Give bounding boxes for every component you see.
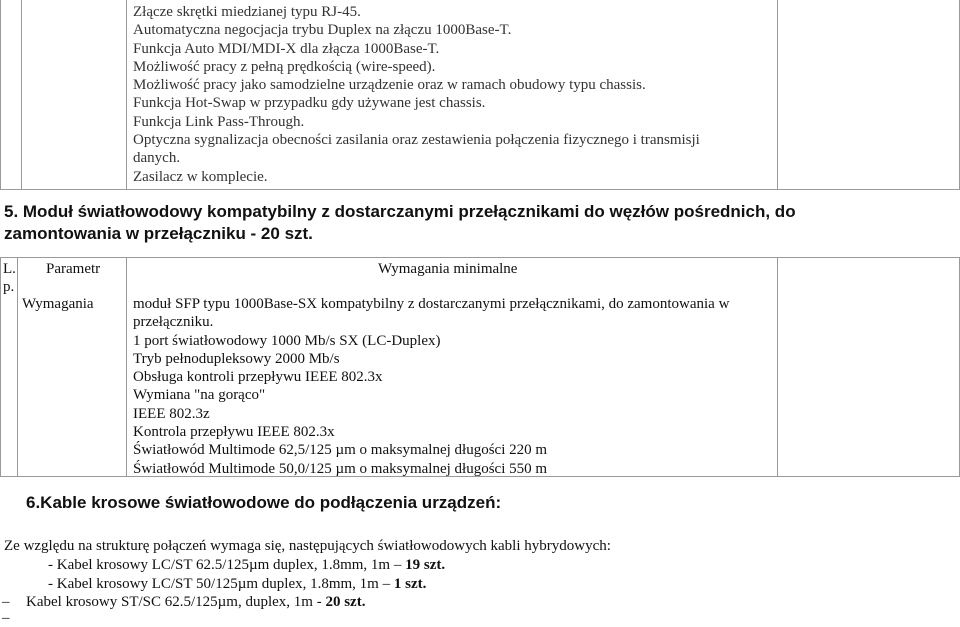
section-5-heading-line2: zamontowania w przełączniku - 20 szt. (4, 224, 313, 243)
cable-item-1-qty: 19 szt. (405, 557, 446, 573)
cable-item-3-dash: – (2, 594, 10, 610)
list-item: Zasilacz w komplecie. (133, 168, 268, 185)
cable-item-1 (48, 557, 445, 574)
list-item: Światłowód Multimode 62,5/125 µm o maksymalnej długości 220 m (133, 442, 548, 459)
list-item: Obsługa kontroli przepływu IEEE 802.3x (133, 369, 383, 386)
table-border-left (0, 257, 1, 477)
table-border-lp (17, 257, 18, 477)
list-item: Funkcja Link Pass-Through. (133, 113, 305, 130)
section-6-heading: 6.Kable krosowe światłowodowe do podłączenia urządzeń: (26, 493, 502, 512)
table-border-left (0, 0, 1, 190)
cable-item-2 (48, 576, 426, 593)
list-item: Tryb pełnodupleksowy 2000 Mb/s (133, 350, 340, 367)
table-border-param (126, 0, 127, 190)
list-item: Możliwość pracy jako samodzielne urządzenie oraz w ramach obudowy typu chassis. (133, 77, 646, 94)
trailing-dash: – (2, 610, 10, 626)
table-border-req (777, 257, 778, 477)
cables-intro: Ze względu na strukturę połączeń wymaga się, następujących światłowodowych kabli hybrydowych: (4, 538, 611, 554)
table-border-param (126, 257, 127, 477)
list-item: Optyczna sygnalizacja obecności zasilania oraz zestawienia połączenia fizycznego i transmisji (133, 132, 700, 149)
list-item: Kontrola przepływu IEEE 802.3x (133, 424, 335, 441)
list-item: 1 port światłowodowy 1000 Mb/s SX (LC-Duplex) (133, 332, 441, 349)
cable-item-1-text: - Kabel krosowy LC/ST 62.5/125µm duplex, 1.8mm, 1m – (48, 557, 406, 573)
list-item: Światłowód Multimode 50,0/125 µm o maksymalnej długości 550 m (133, 460, 548, 477)
cable-item-3-qty: 20 szt. (325, 594, 366, 610)
list-item: Wymiana "na gorąco" (133, 387, 266, 404)
section-5-heading-line1: 5. Moduł światłowodowy kompatybilny z dostarczanymi przełącznikami do węzłów pośrednich, do (4, 202, 796, 221)
list-item: przełączniku. (133, 314, 214, 331)
list-item: Funkcja Hot-Swap w przypadku gdy używane jest chassis. (133, 95, 486, 112)
header-lp-line2: p. (3, 279, 15, 296)
spec-table-top (0, 0, 960, 190)
row-param-wymagania: Wymagania (22, 296, 94, 312)
cable-item-2-qty: 1 szt. (393, 576, 427, 592)
spec-table-module (0, 257, 960, 477)
top-requirements-list (133, 3, 700, 186)
list-item: moduł SFP typu 1000Base-SX kompatybilny z dostarczanymi przełącznikami, do zamontowania w (133, 296, 730, 312)
header-lp (3, 260, 16, 297)
table-border-lp (21, 0, 22, 190)
list-item: Możliwość pracy z pełną prędkością (wire-speed). (133, 58, 436, 75)
header-lp-line1: L. (3, 261, 16, 277)
table-border-bottom (0, 189, 960, 190)
cable-item-2-text: - Kabel krosowy LC/ST 50/125µm duplex, 1.8mm, 1m – (48, 576, 394, 592)
header-parametr: Parametr (46, 261, 101, 277)
list-item: Automatyczna negocjacja trybu Duplex na złączu 1000Base-T. (133, 22, 512, 39)
row-requirements (133, 295, 729, 478)
section-5-heading (4, 201, 904, 245)
list-item: danych. (133, 150, 181, 167)
list-item: Funkcja Auto MDI/MDI-X dla złącza 1000Base-T. (133, 40, 440, 57)
header-wymagania-minimalne: Wymagania minimalne (378, 261, 518, 277)
cable-item-3-text: Kabel krosowy ST/SC 62.5/125µm, duplex, 1m - (26, 594, 326, 610)
list-item: IEEE 802.3z (133, 405, 210, 422)
table-border-top (0, 257, 960, 258)
list-item: Złącze skrętki miedzianej typu RJ-45. (133, 4, 361, 20)
table-border-req (777, 0, 778, 190)
cable-item-3 (26, 594, 365, 611)
